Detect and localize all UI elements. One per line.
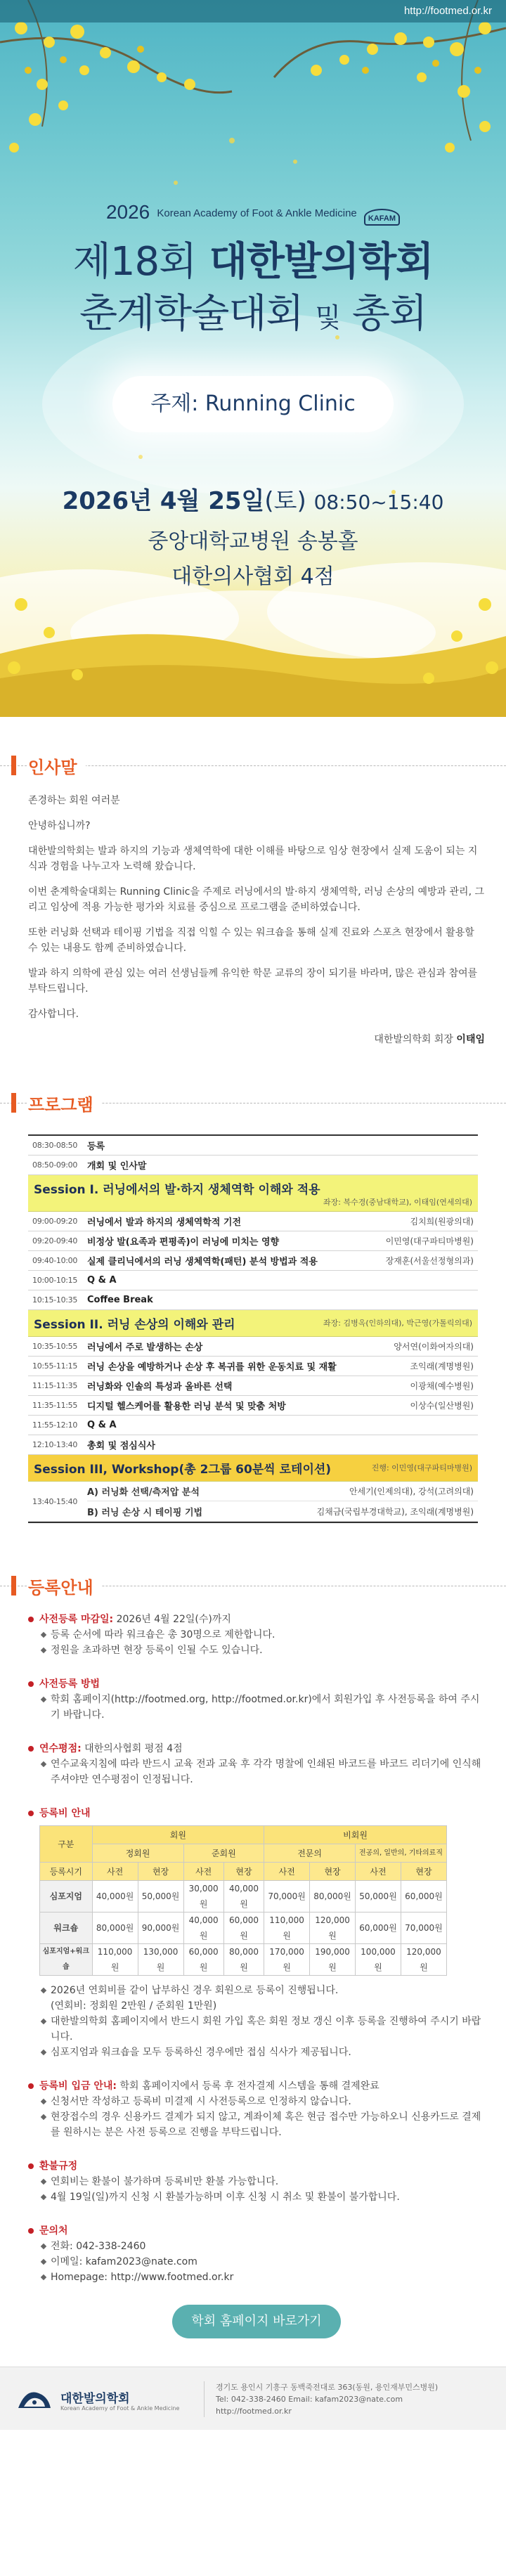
row-time: 08:30-08:50 bbox=[32, 1141, 78, 1150]
row-title: 등록 bbox=[87, 1141, 105, 1152]
fee-cell: 60,000원 bbox=[356, 1912, 401, 1944]
footer bbox=[0, 2367, 506, 2430]
fee-table bbox=[39, 1825, 447, 1976]
table-row bbox=[28, 1396, 478, 1416]
fee-cell: 50,000원 bbox=[356, 1881, 401, 1912]
workshop-speaker: 김채금(국립부경대학교), 조익래(계명병원) bbox=[316, 1506, 474, 1517]
top-url[interactable]: http://footmed.or.kr bbox=[403, 5, 492, 17]
fee-header-site: 현장 bbox=[138, 1863, 183, 1881]
greeting-paragraph: 대한발의학회는 발과 하지의 기능과 생체역학에 대한 이해를 바탕으로 임상 현장에서 실제 도움이 되는 지식과 경험을 나누고자 노력해 왔습니다. bbox=[28, 846, 478, 872]
row-time: 11:55-12:10 bbox=[32, 1420, 78, 1430]
workshop-title: A) 러닝화 선택/측저압 분석 bbox=[87, 1487, 200, 1498]
workshop-list bbox=[87, 1482, 478, 1521]
credit-info bbox=[28, 1741, 485, 1787]
fee-cell: 190,000원 bbox=[310, 1944, 356, 1976]
fee-cell: 80,000원 bbox=[223, 1944, 264, 1976]
row-title: 개회 및 인사말 bbox=[87, 1161, 147, 1172]
fee-cell: 50,000원 bbox=[138, 1881, 183, 1912]
fee-cell: 70,000원 bbox=[401, 1912, 446, 1944]
contact-info bbox=[28, 2223, 485, 2285]
row-title: 실제 클리닉에서의 러닝 생체역학(패턴) 분석 방법과 적용 bbox=[87, 1257, 318, 1267]
session-2-header bbox=[28, 1310, 478, 1337]
fee-header-pre: 사전 bbox=[92, 1863, 138, 1881]
table-row bbox=[40, 1912, 447, 1944]
table-row bbox=[28, 1212, 478, 1231]
footer-contact-line: Tel: 042-338-2460 Email: kafam2023@nate.com bbox=[216, 2395, 403, 2404]
hero-date bbox=[0, 481, 506, 516]
fee-cell: 30,000원 bbox=[183, 1881, 223, 1912]
payment-note: 현장접수의 경우 신용카드 결제가 되지 않고, 계좌이체 혹은 현금 접수만 가능하오니 신용카드로 결제를 원하시는 분은 사전 등록으로 진행을 부탁드립니다. bbox=[39, 2109, 485, 2140]
table-row bbox=[28, 1416, 478, 1435]
greeting-signature bbox=[28, 1032, 485, 1047]
society-logo-icon bbox=[15, 2387, 53, 2412]
fee-header-site: 현장 bbox=[310, 1863, 356, 1881]
row-title: 러닝에서 발과 하지의 생체역학적 기전 bbox=[87, 1217, 242, 1228]
fee-row-label: 워크숍 bbox=[40, 1912, 93, 1944]
row-speaker: 장재훈(서울선정형의과) bbox=[385, 1256, 474, 1266]
program-heading bbox=[0, 1082, 506, 1125]
session-chair: 좌장: 김병옥(인하의대), 박근영(가톨릭의대) bbox=[323, 1319, 472, 1328]
fee-cell: 80,000원 bbox=[92, 1912, 138, 1944]
row-time: 12:10-13:40 bbox=[32, 1440, 78, 1449]
fee-cell: 60,000원 bbox=[223, 1912, 264, 1944]
fee-cell: 40,000원 bbox=[223, 1881, 264, 1912]
row-speaker: 김치희(원광의대) bbox=[410, 1217, 474, 1226]
hero-theme: 주제: Running Clinic bbox=[112, 376, 394, 432]
table-row bbox=[28, 1136, 478, 1156]
kafam-logo-icon: KAFAM bbox=[364, 209, 400, 226]
row-speaker: 양서연(이화여자의대) bbox=[394, 1342, 474, 1352]
fee-cell: 170,000원 bbox=[264, 1944, 310, 1976]
table-row bbox=[28, 1231, 478, 1251]
fee-cell: 120,000원 bbox=[401, 1944, 446, 1976]
contact-label: 문의처 bbox=[39, 2225, 68, 2237]
fee-cell: 40,000원 bbox=[183, 1912, 223, 1944]
row-title: 비정상 발(요족과 편평족)이 러닝에 미치는 영향 bbox=[87, 1237, 280, 1248]
footer-address bbox=[204, 2381, 438, 2417]
table-row bbox=[28, 1482, 478, 1522]
fee-cell: 70,000원 bbox=[264, 1881, 310, 1912]
refund-note: 4월 19일(일)까지 신청 시 환불가능하며 이후 신청 시 취소 및 환불이 불가합니다. bbox=[39, 2189, 485, 2205]
row-time: 11:35-11:55 bbox=[32, 1401, 78, 1410]
row-time: 09:20-09:40 bbox=[32, 1236, 78, 1245]
fee-cell: 80,000원 bbox=[310, 1881, 356, 1912]
prereg-method bbox=[28, 1676, 485, 1723]
workshop-title: B) 러닝 손상 시 테이핑 기법 bbox=[87, 1507, 203, 1518]
contact-homepage[interactable]: Homepage: http://www.footmed.or.kr bbox=[39, 2270, 485, 2285]
fee-cell: 120,000원 bbox=[310, 1912, 356, 1944]
greeting-title: 인사말 bbox=[28, 753, 86, 778]
hero-date-day: (토) bbox=[264, 487, 306, 515]
session-chair: 진행: 이민영(대구파티마병원) bbox=[371, 1463, 472, 1473]
session-1-header bbox=[28, 1175, 478, 1212]
fee-cell: 90,000원 bbox=[138, 1912, 183, 1944]
hero-title-and: 및 bbox=[315, 302, 341, 333]
flower-decoration bbox=[0, 0, 506, 717]
session-chair: 좌장: 복수경(중남대학교), 이태임(연세의대) bbox=[323, 1198, 472, 1207]
fee-cell: 110,000원 bbox=[264, 1912, 310, 1944]
hero-title-general: 총회 bbox=[351, 291, 427, 337]
hero-title-num: 제18회 bbox=[72, 239, 197, 285]
program-title: 프로그램 bbox=[28, 1091, 102, 1115]
fee-header-site: 현장 bbox=[401, 1863, 446, 1881]
row-title: 디지털 헬스케어를 활용한 러닝 분석 및 맞춤 처방 bbox=[87, 1402, 286, 1412]
fee-label: 등록비 안내 bbox=[39, 1808, 91, 1819]
workshop-item bbox=[87, 1482, 478, 1501]
fee-header-group: 구분 bbox=[40, 1826, 93, 1863]
greeting-paragraph: 감사합니다. bbox=[28, 1009, 79, 1020]
row-speaker: 조익래(계명병원) bbox=[410, 1361, 474, 1371]
homepage-button[interactable]: 학회 홈페이지 바로가기 bbox=[172, 2305, 341, 2338]
row-title: Q & A bbox=[87, 1420, 117, 1430]
row-time: 10:55-11:15 bbox=[32, 1361, 78, 1371]
row-title: 총회 및 점심식사 bbox=[87, 1441, 155, 1451]
payment-note: 신청서만 작성하고 등록비 미결제 시 사전등록으로 인정하지 않습니다. bbox=[39, 2094, 485, 2109]
fee-cell: 130,000원 bbox=[138, 1944, 183, 1976]
hero-society-line bbox=[0, 201, 506, 226]
prereg-note: 정원을 초과하면 현장 등록이 인될 수도 있습니다. bbox=[39, 1643, 485, 1658]
hero-date-time: 08:50~15:40 bbox=[313, 491, 444, 514]
payment-label: 등록비 입금 안내: bbox=[39, 2080, 117, 2092]
hero-title-line1 bbox=[0, 231, 506, 287]
table-row bbox=[28, 1271, 478, 1290]
credit-value: 대한의사협회 평점 4점 bbox=[84, 1743, 183, 1754]
greeting-sign-name: 이태임 bbox=[456, 1034, 485, 1045]
hero-society-en: Korean Academy of Foot & Ankle Medicine bbox=[157, 207, 357, 219]
fee-note: 대한발의학회 홈페이지에서 반드시 회원 가입 혹은 회원 정보 갱신 이후 등록을 진행하여 주시기 바랍니다. bbox=[39, 2014, 485, 2045]
row-title: Q & A bbox=[87, 1275, 117, 1286]
greeting-paragraph: 존경하는 회원 여러분 bbox=[28, 795, 120, 806]
greeting-paragraph: 이번 춘계학술대회는 Running Clinic을 주제로 러닝에서의 발·하지 생체역학, 러닝 손상의 예방과 관리, 그리고 임상에 적용 가능한 평가와 치료를 중심으로 프로그램을 준비하였습니다. bbox=[28, 886, 484, 913]
fee-header-member: 회원 bbox=[92, 1826, 264, 1844]
prereg-deadline bbox=[28, 1612, 485, 1658]
refund-label: 환불규정 bbox=[39, 2161, 78, 2172]
fee-header-specialist: 정회원 bbox=[92, 1844, 183, 1863]
fee-header-method: 등록시기 bbox=[40, 1863, 93, 1881]
row-title: Coffee Break bbox=[87, 1295, 153, 1305]
hero-banner bbox=[0, 0, 506, 717]
fee-header-pre: 사전 bbox=[356, 1863, 401, 1881]
row-time: 08:50-09:00 bbox=[32, 1160, 78, 1170]
hero-venue-2: 대한의사협회 4점 bbox=[171, 564, 335, 589]
top-url-bar bbox=[0, 0, 506, 22]
greeting-paragraph: 발과 하지 의학에 관심 있는 여러 선생님들께 유익한 학문 교류의 장이 되기를 바라며, 많은 관심과 참여를 부탁드립니다. bbox=[28, 968, 478, 995]
registration-heading bbox=[0, 1565, 506, 1607]
fee-cell: 60,000원 bbox=[183, 1944, 223, 1976]
hero-date-main: 2026년 4월 25일 bbox=[62, 487, 265, 515]
hero-title-name: 대한발의학회 bbox=[209, 239, 434, 285]
row-time: 10:35-10:55 bbox=[32, 1342, 78, 1351]
fee-cell: 60,000원 bbox=[401, 1881, 446, 1912]
fee-header-pre: 사전 bbox=[183, 1863, 223, 1881]
fee-row-label: 심포지엄 bbox=[40, 1881, 93, 1912]
contact-email[interactable]: 이메일: kafam2023@nate.com bbox=[39, 2254, 485, 2270]
row-speaker: 이민영(대구파티마병원) bbox=[385, 1236, 474, 1246]
registration-body bbox=[0, 1607, 506, 2338]
payment-info bbox=[28, 2078, 485, 2140]
greeting-paragraph: 안녕하십니까? bbox=[28, 820, 91, 831]
prereg-note: 등록 순서에 따라 워크숍은 총 30명으로 제한합니다. bbox=[39, 1627, 485, 1643]
registration-title: 등록안내 bbox=[28, 1574, 102, 1598]
table-row bbox=[28, 1290, 478, 1310]
contact-phone: 전화: 042-338-2460 bbox=[39, 2239, 485, 2254]
footer-society-name: 대한발의학회 bbox=[60, 2392, 130, 2406]
session-title: Session I. 러닝에서의 발·하지 생체역학 이해와 적용 bbox=[34, 1183, 320, 1197]
prereg-value: 2026년 4월 22일(수)까지 bbox=[116, 1614, 231, 1625]
fee-row-label: 심포지엄+워크숍 bbox=[40, 1944, 93, 1976]
table-row bbox=[28, 1357, 478, 1376]
row-speaker: 이상수(일산병원) bbox=[410, 1401, 474, 1411]
row-time: 09:00-09:20 bbox=[32, 1217, 78, 1226]
table-row bbox=[28, 1376, 478, 1396]
hero-venue-1: 중앙대학교병원 송봉홀 bbox=[148, 529, 358, 554]
row-time: 13:40-15:40 bbox=[32, 1496, 78, 1506]
fee-cell: 110,000원 bbox=[92, 1944, 138, 1976]
workshop-item bbox=[87, 1501, 478, 1521]
fee-note: 심포지엄과 워크숍을 모두 등록하신 경우에만 접심 식사가 제공됩니다. bbox=[39, 2045, 485, 2060]
row-title: 러닝화와 인솔의 특성과 올바른 선택 bbox=[87, 1382, 233, 1392]
method-label: 사전등록 방법 bbox=[39, 1678, 100, 1690]
row-title: 러닝에서 주로 발생하는 손상 bbox=[87, 1342, 203, 1353]
footer-url[interactable]: http://footmed.or.kr bbox=[216, 2407, 292, 2416]
refund-info bbox=[28, 2158, 485, 2205]
table-row bbox=[28, 1251, 478, 1271]
fee-note: 2026년 연회비를 같이 납부하신 경우 회원으로 등록이 진행됩니다. bbox=[39, 1983, 485, 1998]
session-title: Session II. 러닝 손상의 이해와 관리 bbox=[34, 1318, 235, 1332]
fee-header-pro: 전문의 bbox=[264, 1844, 356, 1863]
greeting-paragraph: 또한 러닝화 선택과 테이핑 기법을 직접 익힐 수 있는 워크숍을 통해 실제 진료와 스포츠 현장에서 활용할 수 있는 내용도 함께 준비하였습니다. bbox=[28, 927, 474, 954]
table-row bbox=[28, 1435, 478, 1455]
fee-header-site: 현장 bbox=[223, 1863, 264, 1881]
row-time: 11:15-11:35 bbox=[32, 1381, 78, 1390]
fee-note: (연회비: 정회원 2만원 / 준회원 1만원) bbox=[51, 2000, 217, 2012]
table-row bbox=[28, 1337, 478, 1357]
session-title: Session III, Workshop(총 2그룹 60분씩 로테이션) bbox=[34, 1463, 332, 1477]
fee-info bbox=[28, 1806, 485, 2060]
hero-title-line2 bbox=[0, 283, 506, 339]
row-time: 09:40-10:00 bbox=[32, 1256, 78, 1265]
table-row bbox=[40, 1944, 447, 1976]
hero-year-prefix: 2026 bbox=[105, 201, 150, 223]
fee-header-associate: 준회원 bbox=[183, 1844, 264, 1863]
refund-note: 연회비는 환불이 불가하며 등록비만 환불 가능합니다. bbox=[39, 2174, 485, 2189]
fee-cell: 40,000원 bbox=[92, 1881, 138, 1912]
hero-title-conf: 춘계학술대회 bbox=[79, 291, 304, 337]
fee-header-nonmember: 비회원 bbox=[264, 1826, 447, 1844]
footer-society-en: Korean Academy of Foot & Ankle Medicine bbox=[60, 2405, 180, 2412]
payment-value: 학회 홈페이지에서 등록 후 전자결제 시스템을 통해 결제완료 bbox=[119, 2080, 379, 2092]
footer-address-line: 경기도 용인시 기흥구 동백죽전대로 363(동원, 용인재부민스병원) bbox=[216, 2383, 439, 2392]
greeting-sign-prefix: 대한발의학회 회장 bbox=[374, 1034, 453, 1045]
credit-note: 연수교육지침에 따라 반드시 교육 전과 교육 후 각각 명찰에 인쇄된 바코드를 바코드 리더기에 인식해 주셔야만 연수평점이 인정됩니다. bbox=[39, 1756, 485, 1787]
row-title: 러닝 손상을 예방하거나 손상 후 복귀를 위한 운동치료 및 재활 bbox=[87, 1362, 337, 1373]
program-table bbox=[28, 1134, 478, 1523]
fee-header-pre: 사전 bbox=[264, 1863, 310, 1881]
session-3-header bbox=[28, 1455, 478, 1482]
row-speaker: 이광채(예수병원) bbox=[410, 1381, 474, 1391]
fee-cell: 100,000원 bbox=[356, 1944, 401, 1976]
greeting-body bbox=[0, 787, 506, 1047]
row-time: 10:00-10:15 bbox=[32, 1276, 78, 1285]
workshop-speaker: 안세기(인제의대), 강석(고려의대) bbox=[349, 1487, 474, 1496]
greeting-heading bbox=[0, 745, 506, 787]
table-row bbox=[40, 1881, 447, 1912]
row-time: 10:15-10:35 bbox=[32, 1295, 78, 1305]
table-row bbox=[28, 1156, 478, 1175]
fee-header-etc: 전공의, 일반의, 기타의료직 bbox=[356, 1844, 447, 1863]
method-note: 학회 홈페이지(http://footmed.org, http://footmed.or.kr)에서 회원가입 후 사전등록을 하여 주시기 바랍니다. bbox=[39, 1692, 485, 1723]
prereg-label: 사전등록 마감일: bbox=[39, 1614, 114, 1625]
credit-label: 연수평점: bbox=[39, 1743, 82, 1754]
